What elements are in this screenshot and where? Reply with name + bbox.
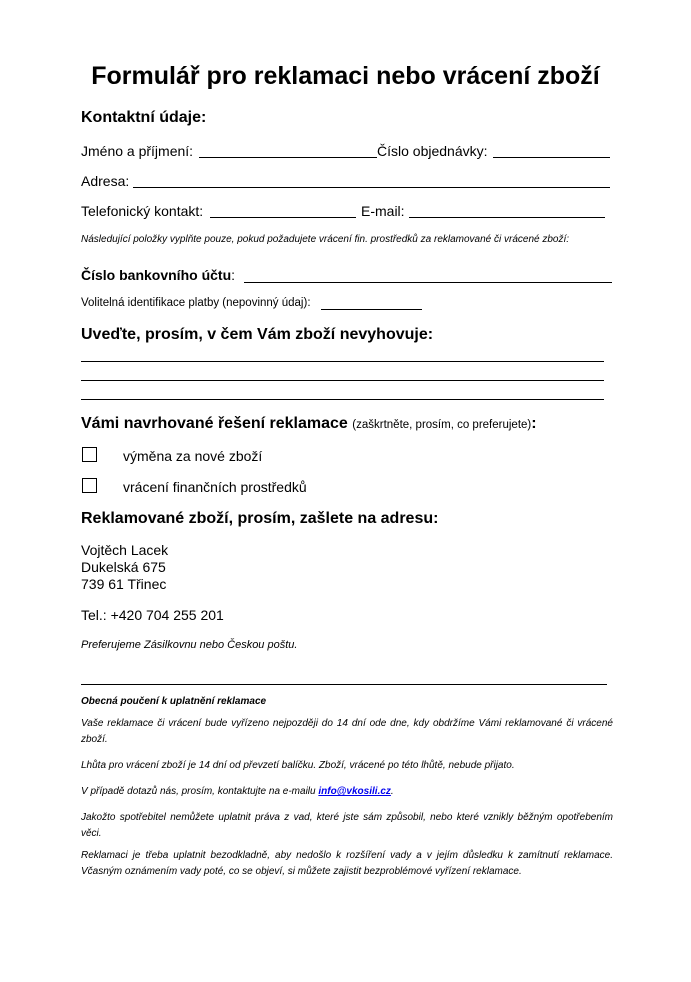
vs-field[interactable]: [321, 309, 422, 310]
phone-label: Telefonický kontakt:: [81, 203, 204, 219]
note-return-period: Lhůta pro vrácení zboží je 14 dní od převzetí balíčku. Zboží, vrácené po této lhůtě, nebude přijato.: [81, 760, 515, 771]
address-field[interactable]: [133, 187, 610, 188]
email-label: E-mail:: [361, 203, 405, 219]
solution-hint: (zaškrtněte, prosím, co preferujete): [352, 419, 532, 431]
exchange-checkbox[interactable]: [82, 447, 97, 462]
note-promptness: Reklamaci je třeba uplatnit bezodkladně, aby nedošlo k rozšíření vady a v jejím důsledku k zamítnutí reklamace. Včasným oznámením vady poté, co se objeví, si můžete zajistit bezproblémové vyřízení reklamace.: [81, 850, 613, 877]
solution-colon: :: [531, 415, 537, 432]
exchange-option-label: výměna za nové zboží: [123, 448, 263, 464]
note-consumer-rights: Jakožto spotřebitel nemůžete uplatnit práva z vad, které jste sám způsobil, nebo které vznikly běžným opotřebením věci.: [81, 812, 613, 839]
defect-line-1[interactable]: [81, 361, 604, 362]
contact-email-link[interactable]: info@vkosili.cz: [318, 786, 391, 797]
refund-checkbox[interactable]: [82, 478, 97, 493]
shipping-heading: Reklamované zboží, prosím, zašlete na adresu:: [81, 510, 439, 527]
note-contact: [81, 784, 613, 800]
note-contact-suffix: .: [390, 786, 394, 797]
shipping-name: Vojtěch Lacek: [81, 542, 169, 558]
order-field[interactable]: [493, 157, 610, 158]
bank-account-row: [81, 267, 235, 283]
refund-option-label: vrácení finančních prostředků: [123, 479, 307, 495]
address-label: Adresa:: [81, 173, 130, 189]
bank-account-field[interactable]: [244, 282, 612, 283]
contact-heading: Kontaktní údaje:: [81, 109, 207, 126]
section-divider: [81, 684, 607, 685]
note-processing-time: Vaše reklamace či vrácení bude vyřízeno nejpozději do 14 dní ode dne, kdy obdržíme Vámi reklamované či vrácené zboží.: [81, 718, 613, 745]
shipping-preference: Preferujeme Zásilkovnu nebo Českou poštu.: [81, 639, 298, 651]
vs-row: [81, 297, 311, 309]
phone-field[interactable]: [210, 217, 356, 218]
page-title: Formulář pro reklamaci nebo vrácení zboží: [91, 62, 600, 90]
email-field[interactable]: [409, 217, 605, 218]
shipping-phone: Tel.: +420 704 255 201: [81, 607, 224, 623]
bank-account-label: Číslo bankovního účtu: [81, 267, 232, 283]
shipping-street: Dukelská 675: [81, 559, 166, 575]
vs-label: Volitelná identifikace platby (nepovinný údaj: [81, 297, 304, 309]
solution-heading-row: [81, 415, 537, 433]
bank-account-colon: :: [231, 267, 236, 283]
vs-suffix: ):: [303, 297, 311, 309]
order-label: Číslo objednávky:: [377, 143, 488, 159]
defect-heading: Uveďte, prosím, v čem Vám zboží nevyhovuje:: [81, 326, 434, 343]
defect-line-2[interactable]: [81, 380, 604, 381]
defect-line-3[interactable]: [81, 399, 604, 400]
refund-note: Následující položky vyplňte pouze, pokud požadujete vrácení fin. prostředků za reklamované či vrácené zboží:: [81, 234, 570, 245]
notes-heading: Obecná poučení k uplatnění reklamace: [81, 696, 267, 707]
name-field[interactable]: [199, 157, 377, 158]
shipping-city: 739 61 Třinec: [81, 576, 167, 592]
name-label: Jméno a příjmení:: [81, 143, 194, 159]
note-contact-prefix: V případě dotazů nás, prosím, kontaktujte na e-mailu: [81, 786, 316, 797]
solution-heading: Vámi navrhované řešení reklamace: [81, 415, 348, 432]
